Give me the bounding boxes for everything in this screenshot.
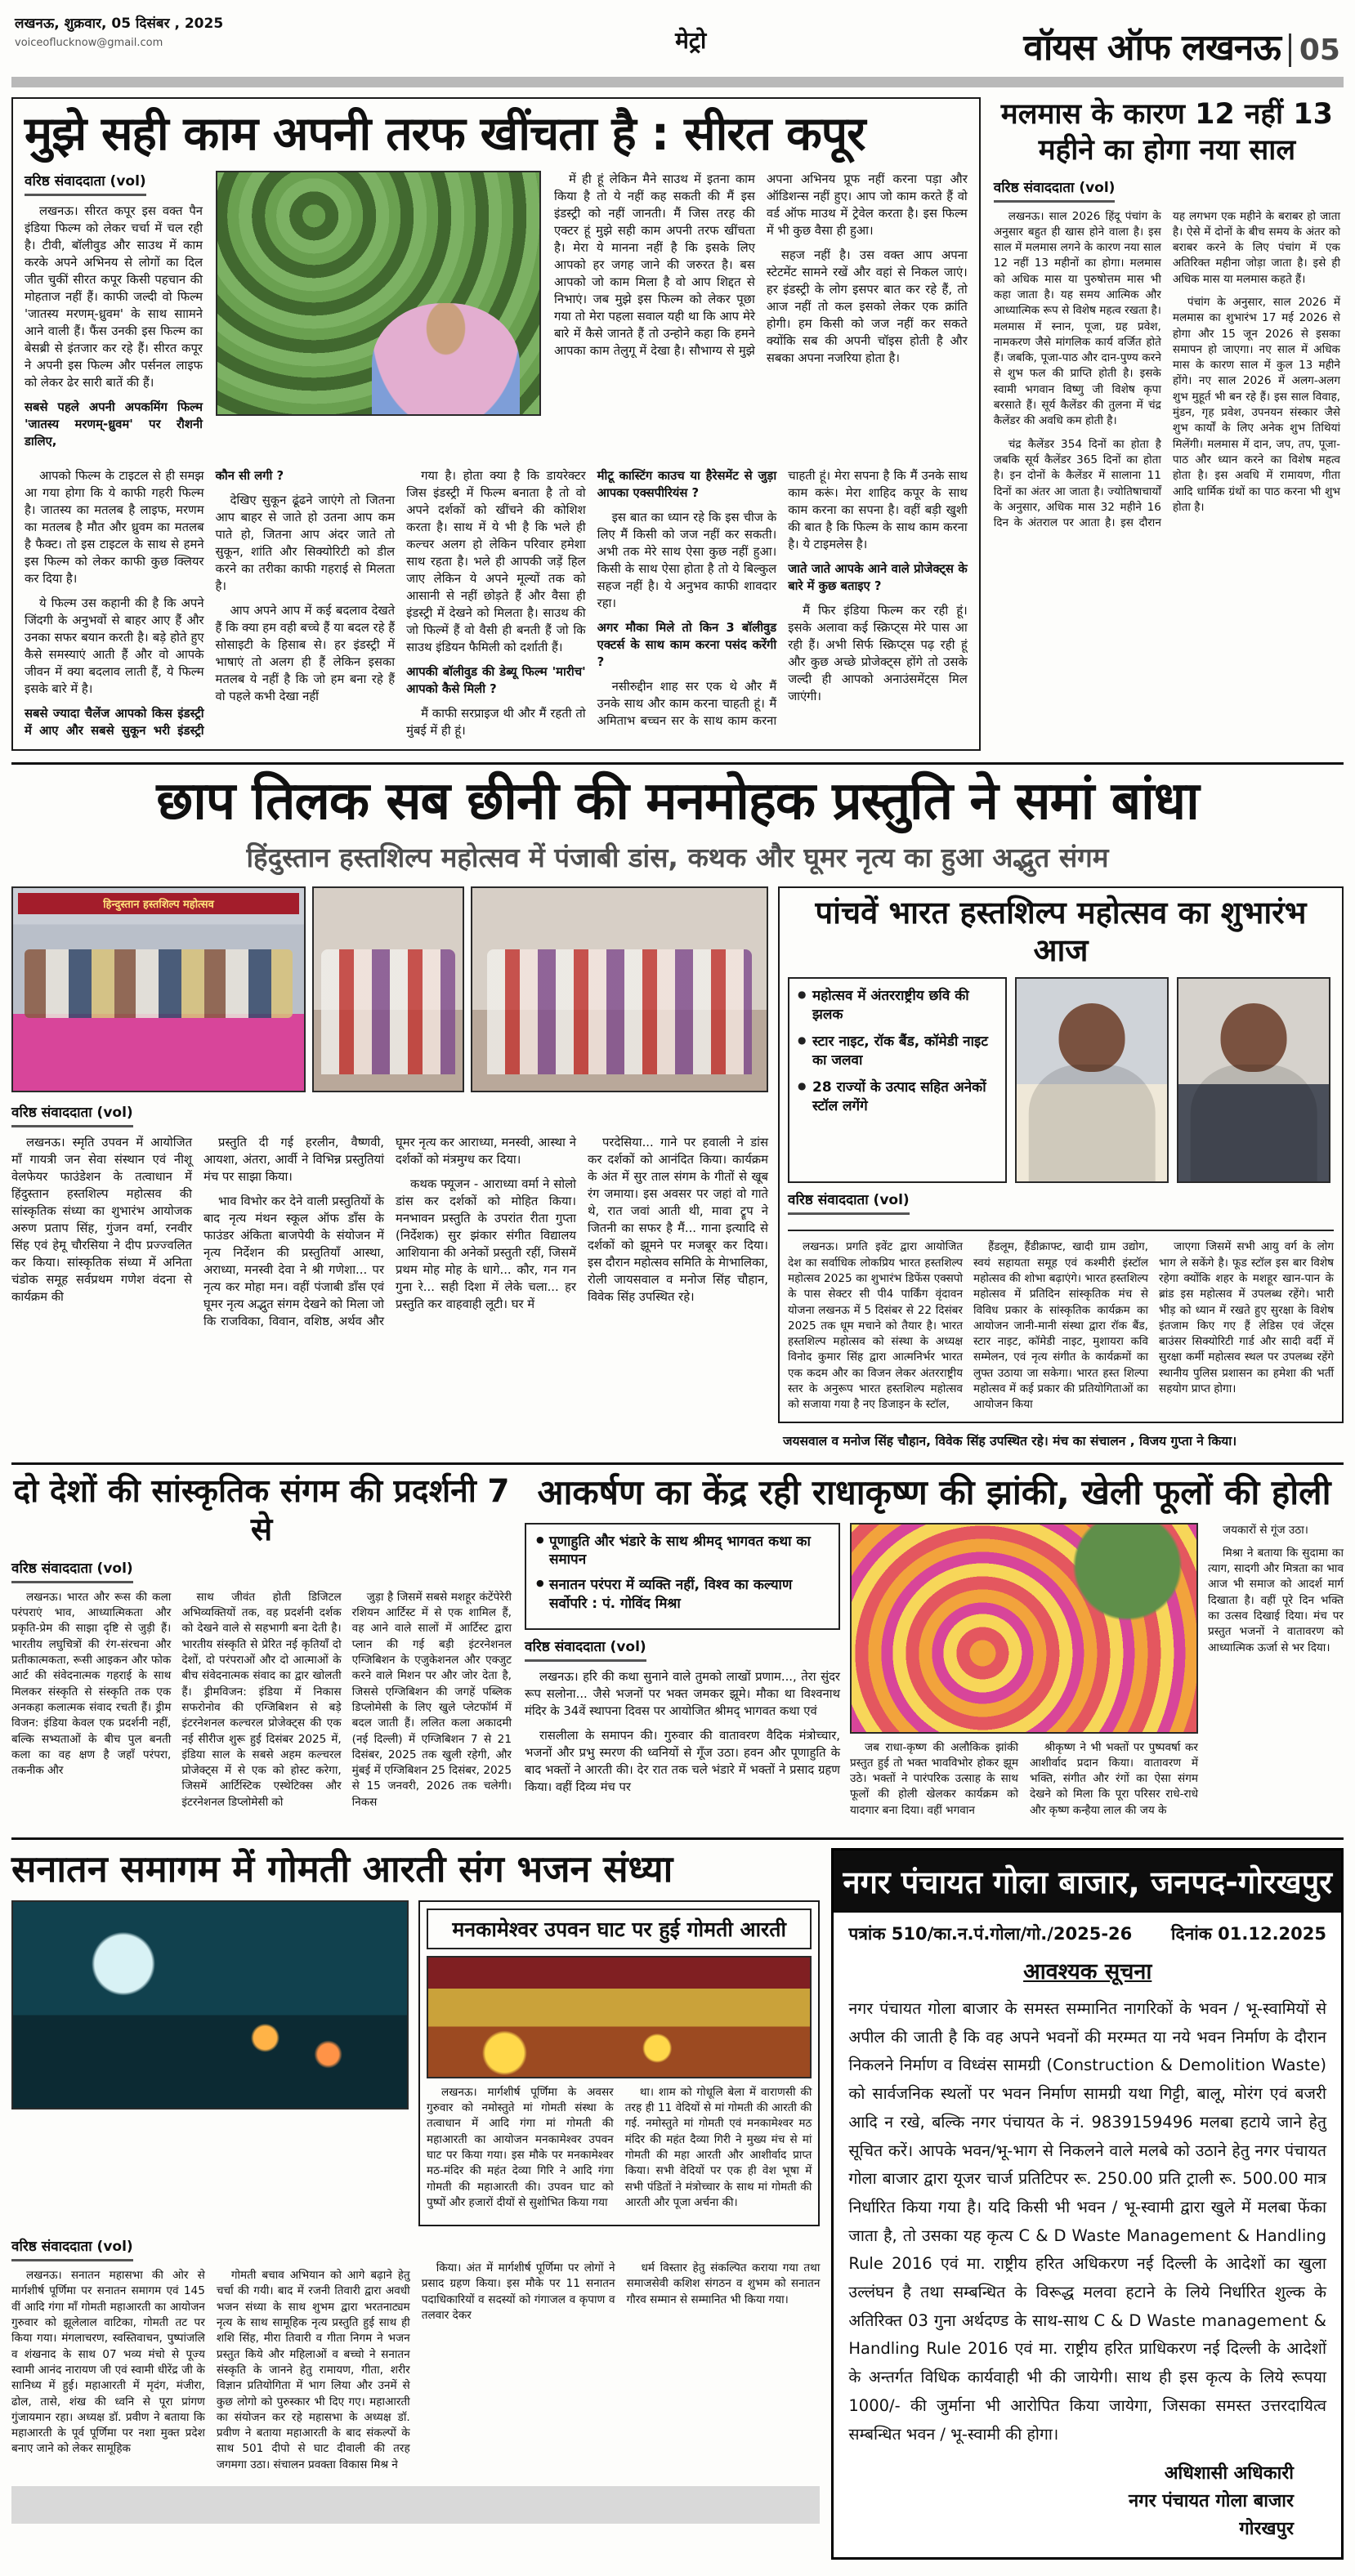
malmas-paragraph: पंचांग के अनुसार, साल 2026 में मलमास का शुभारंभ 17 मई 2026 से होगा और 15 जून 2026 से इसका समापन हो जाएगा। नए साल में अधिक मास के कारण साल में कुल 13 महीने होंगे। नए साल 2026 में अलग-अलग शुभ मुहूर्त भी बन रहे हैं। इस साल विवाह, मुंडन, गृह प्रवेश, उपनयन संस्कार जैसे शुभ कार्यों के लिए अनेक शुभ तिथियां मिलेंगी। मलमास में दान, जप, तप, पूजा-पाठ और ध्यान करने का विशेष महत्व होता है। इस अवधि में रामायण, गीता आदि धार्मिक ग्रंथों का पाठ करना भी शुभ होता है। — [1172, 295, 1340, 514]
organiser-portrait-photo — [1177, 977, 1330, 1183]
interview-question: सबसे ज्यादा चैलेंज आपको किस इंडस्ट्री में आए और सबसे सुकून भरी इंडस्ट्री कौन सी लगी ? — [25, 468, 284, 738]
advert-notice-title: आवश्यक सूचना — [1023, 1959, 1152, 1985]
interview-question: सबसे पहले अपनी अपकमिंग फिल्म 'जातस्य मरणम्-ध्रुवम' पर रौशनी डालिए, — [25, 400, 203, 449]
mankameshwar-continuation: धर्म विस्तार हेतु संकल्पित कराया गया तथा समाजसेवी कशिश संगठन व शुभम को सनातन गौरव सम्मान से सम्मानित भी किया गया। — [626, 2261, 821, 2306]
sanatan-paragraph: लखनऊ। सनातन महासभा की ओर से मार्गशीर्ष पूर्णिमा पर सनातन समागम एवं 145 वीं आदि गंगा माँ गोमती महाआरती का आयोजन गुरुवार को झूलेलाल वाटिका, गोमती तट पर किया गया। मंगलाचरण, स्वस्तिवाचन, पुष्पांजलि व शंखनाद के साथ 07 भव्य मंचो से पूज्य स्वामी आनंद नारायण जी एवं स्वामी धीरेंद्र जी के सानिध्य में हुई। महाआरती में मृदंग, मंजीरा, ढोल, तासे, शंख की ध्वनि से पूरा प्रांगण गुंजायमान रहा। अध्यक्ष डॉ. प्रवीण ने बताया कि महाआरती के पूर्व पूर्णिमा पर नशा मुक्त प्रदेश बनाए जाने को लेकर सामूहिक — [11, 2269, 205, 2456]
bullet-item: ● पूणाहुति और भंडारे के साथ श्रीमद् भागवत कथा का समापन — [536, 1533, 829, 1570]
festival-paragraph: भाव विभोर कर देने वाली प्रस्तुतियों के बाद नृत्य मंथन स्कूल ऑफ डाँस के फाउंडर अंकिता बाजपेयी के संयोजन में नृत्य निर्देशन की प्रस्तुतियाँ आस्था, अराध्या, मनस्वी देवा ने श्री गणेशा... पर नृत्य कर मोहा मन। वहीं पंजाबी डाँस एवं घूमर नृत्य अद्भुत संगम देखने को मिला जो कि राजविका, विवान, वशिष्ठ, अर्थव और घूमर नृत्य कर आराध्या, मनस्वी, आस्था ने दर्शकों को मंत्रमुग्ध कर दिया। — [203, 1136, 576, 1329]
mankameshwar-continuation: किया। अंत में मार्गशीर्ष पूर्णिमा पर लोगों ने प्रसाद ग्रहण किया। इस मौके पर 11 सनातन पदाधिकारियों व सदस्यों को गंगाजल व कृपाण व तलवार देकर — [421, 2261, 615, 2323]
radhakrishna-headline: आकर्षण का केंद्र रही राधाकृष्ण की झांकी, खेली फूलों की होली — [537, 1472, 1331, 1513]
malmas-headline: मलमास के कारण 12 नहीं 13 महीने का होगा नया साल — [1000, 98, 1333, 167]
advert-body: नगर पंचायत गोला बाजार के समस्त सम्मानित नागरिकों के भवन / भू-स्वामियों से अपील की जाती है कि वह अपने भवनों की मरम्मत या नये भवन निर्माण के दौरान निकलने निर्माण व विध्वंस सामग्री (Construction & Demolition Waste) को सार्वजनिक स्थलों पर भवन निर्माण सामग्री यथा गिट्टी, बालू, मोरंग एवं बजरी आदि न रखे, बल्कि नगर पंचायत के नं. 9839159496 मलबा हटाये जाने हेतु सूचित करें। आपके भवन/भू-भाग से निकलने वाले मलबे को उठाने हेतु नगर पंचायत गोला बाजार द्वारा यूजर चार्ज प्रतिटिपर रू. 250.00 प्रति ट्राली रू. 500.00 मात्र निर्धारित किया गया है। यदि किसी भी भवन / भू-स्वामी द्वारा खुले में मलबा फेंका जाता है, तो उसका यह कृत्य C & D Waste Management & Handling Rule 2016 एवं मा. राष्ट्रीय हरित अधिकरण नई दिल्ली के आदेशों का खुला उल्लंघन है तथा सम्बन्धित के विरूद्ध मलवा हटाने के लिये निर्धारित शुल्क के अतिरिक्त 03 गुना अर्थदण्ड के साथ-साथ C & D Waste management & Handling Rule 2016 एवं मा. राष्ट्रीय हरित प्राधिकरण नई दिल्ली के आदेशों के अन्तर्गत विधिक कार्यवाही भी की जायेगी। साथ ही इस कृत्य के लिये रूपया 1000/- की जुर्माना भी आरोपित किया जायेगा, जिसका समस्त उत्तरदायित्व सम्बन्धित भवन / भू-स्वामी की होगा। — [848, 1999, 1326, 2444]
interview-headline: मुझे सही काम अपनी तरफ खींचता है : सीरत कपूर — [25, 107, 865, 161]
byline: वरिष्ठ संवाददाता (vol) — [11, 2236, 133, 2261]
festival-paragraph: परदेसिया... गाने पर हवाली ने डांस कर दर्शकों को आनंदित किया। कार्यक्रम के अंत में सुर ताल संगम के गीतों से खूब रंग जमाया। इस अवसर पर जहां वो गाते थे, रात जवां आती थी, मावा ट्रूप ने जितनी का सफर है मैं... गाना इत्यादि से दर्शकों को झूमने पर मजबूर कर दिया। इस दौरान महोत्सव समिति के मेाभालिका, रोली जायसवाल व मनोज सिंह चौहान, विवेक सिंह उपस्थित रहे। — [588, 1136, 768, 1305]
radhakrishna-paragraph: जयकारों से गूंज उठा। — [1223, 1523, 1308, 1537]
radhakrishna-paragraph: मिश्रा ने बताया कि सुदामा का त्याग, सादगी और मित्रता का भाव आज भी समाज को आदर्श मार्ग दिखाता है। वहीं पूरे दिन भक्ति का उत्सव दिखाई दिया। मंच पर प्रस्तुत भजनों ने वातावरण को आध्यात्मिक ऊर्जा से भर दिया। — [1208, 1546, 1344, 1654]
municipal-notice-advert — [831, 1848, 1344, 2560]
dance-performance-photo — [312, 886, 464, 1092]
festival-paragraph: कथक फ्यूजन - आराध्या वर्मा ने सोलो डांस कर दर्शकों को मोहित किया। मनभावन प्रस्तुति के उपरांत रीता गुप्ता (निर्देशक) सुर झंकार संगीत विद्यालय आशियाना की अनेकों प्रस्तुती रहीं, जिसमें प्रथम मोह मोह के धागे... कौर, गन गन गुना रे... सही दिशा में लेके चला... हर प्रस्तुति कर वाहवाही लूटी। घर में — [396, 1177, 576, 1312]
gomti-aarti-night-photo — [11, 1900, 409, 2109]
byline: वरिष्ठ संवाददाता (vol) — [11, 1558, 133, 1583]
official-portrait-photo — [1015, 977, 1169, 1183]
radhakrishna-paragraph: रासलीला के समापन की। गुरुवार की वातावरण वैदिक मंत्रोच्चार, भजनों और प्रभु स्मरण की ध्वनियों से गूँज उठा। हवन और पूणाहुति के बाद भक्तों ने आरती की। देर रात तक चले भंडारे में भक्तों ने प्रसाद ग्रहण किया। वहीं दिव्य मंच पर — [525, 1729, 840, 1795]
seerat-kapoor-photo — [216, 171, 541, 416]
article-exhibition — [11, 1473, 512, 1826]
interview-question: आपकी बॉलीवुड की डेब्यू फिल्म 'मारीच' आपको कैसे मिली ? — [406, 664, 586, 696]
mankameshwar-box — [418, 1900, 820, 2226]
shubharambh-paragraph: हैंडलूम, हैंडीक्राफ्ट, खादी ग्राम उद्योग, स्वयं सहायता समूह एवं कश्मीरी इंस्टॉल महोत्सव की शोभा बढ़ाएंगे। भारत हस्तशिल्प महोत्सव में प्रतिदिन सांस्कृतिक मंच से विविध प्रकार के सांस्कृतिक कार्यक्रम का आयोजन जानी-मानी संस्था द्वारा रॉक बैंड, स्टार नाइट, कॉमेडी नाइट, मुशायरा कवि सम्मेलन, एवं नृत्य संगीत के कार्यक्रमों का लुफ्त उठाया जा सकेगा। भारत हस्त शिल्पा महोत्सव में कई प्रकार की प्रतियोगिताओं का आयोजन किया — [973, 1240, 1148, 1412]
bullet-item: ● सनातन परंपरा में व्यक्ति नहीं, विश्व का कल्याण सर्वोपरि : पं. गोविंद मिश्रा — [536, 1576, 829, 1614]
interview-answer: ये फिल्म उस कहानी की है कि अपने जिंदगी के अनुभवों से बाहर आए हैं और उनका सफर बयान करती है। बड़े होते हुए कैसे समस्याएं आती हैं और वो आपके जीवन में क्या बदलाव लाती हैं, ये फिल्म इसके बारे में है। — [25, 596, 204, 696]
malmas-paragraph: लखनऊ। साल 2026 हिंदू पंचांग के अनुसार बहुत ही खास होने वाला है। इस साल में मलमास लगने के कारण नया साल 12 नहीं 13 महीनों का होगा। मलमास को अधिक मास या पुरुषोत्तम मास भी कहा जाता है। यह समय आत्मिक और आध्यात्मिक रूप से विशेष महत्व रखता है। मलमास में स्नान, पूजा, ग्रह प्रवेश, नामकरण जैसे मांगलिक कार्य वर्जित होते हैं। जबकि, पूजा-पाठ और दान-पुण्य करने से शुभ फल की प्राप्ति होती है। इसके स्वामी भगवान विष्णु जी विशेष कृपा बरसाते हैं। सूर्य कैलेंडर की तुलना में चंद्र कैलेंडर की अवधि कम होती है। — [993, 209, 1161, 428]
interview-answer: आप अपने आप में कई बदलाव देखते हैं कि क्या हम वही बच्चे हैं या बदल रहे हैं सोसाइटी के हिसाब से। हर इंडस्ट्री में भाषाएं तो अलग ही हैं लेकिन इसका मतलब ये नहीं है कि जो हम बना रहे हैं वो पहले कभी देखा नहीं — [215, 603, 396, 703]
highlight-bullets — [525, 1523, 840, 1631]
byline: वरिष्ठ संवाददाता (vol) — [788, 1190, 910, 1215]
bullet-item: ● 28 राज्यों के उत्पाद सहित अनेकों स्टॉल लगेंगे — [798, 1078, 997, 1116]
contact-email: voiceoflucknow@gmail.com — [15, 37, 163, 49]
event-banner-text: हिन्दुस्तान हस्तशिल्प महोत्सव — [18, 893, 299, 914]
page-number: 05 — [1289, 33, 1340, 67]
interview-answer: आपको फिल्म के टाइटल से ही समझ आ गया होगा कि ये काफी गहरी फिल्म है। जातस्य का मतलब है लाइफ, मरणम का मतलब है मौत और ध्रुवम का मतलब है फैक्ट। तो इस टाइटल के साथ से हमने इस फिल्म को लेकर काफी कुछ क्लियर कर दिया है। — [25, 468, 204, 586]
exhibition-paragraph: लखनऊ। भारत और रूस की कला परंपराएं भाव, आध्यात्मिकता और प्रकृति-प्रेम की साझा दृष्टि से जुड़ी हैं। भारतीय लघुचित्रों की रंग-संरचना और प्रतीकात्मकता, रूसी आइकन और फोक आर्ट की संवेदनात्मक गहराई के साथ मिलकर संस्कृति से संस्कृति तक एक अनकहा कलात्मक संवाद रचती हैं। ड्रीम विजन: इंडिया केवल एक प्रदर्शनी नहीं, बल्कि सभ्यताओं के बीच पुल बनती कला का वह क्षण है जहाँ परंपरा, तकनीक और — [11, 1590, 172, 1778]
holi-jhanki-photo — [850, 1523, 1198, 1734]
mankameshwar-paragraph: लखनऊ। मार्गशीर्ष पूर्णिमा के अवसर गुरुवार को नमोस्तुते मां गोमती संस्था के तत्वाधान में आदि गंगा मां गोमती की महाआरती का आयोजन मनकामेश्वर उपवन घाट पर किया गया। इस मौके पर मनकामेश्वर मठ-मंदिर की महंत देव्या गिरि ने आदि गंगा गोमती की महाआरती की। उपवन घाट को पुष्पों और हजारों दीयों से सुशोभित किया गया — [427, 2085, 614, 2209]
advert-date: दिनांक 01.12.2025 — [1171, 1924, 1326, 1944]
shubharambh-paragraph: जाएगा जिसमें सभी आयु वर्ग के लोग भाग ले सकेंगे है। फूड स्टॉल इस बार विशेष रहेगा क्योंकि शहर के मशहूर खान-पान के ब्रांड इस महोत्सव में उपलब्ध रहेंगे। भारी भीड़ को ध्यान में रखते हुए सुरक्षा के विशेष इंतजाम किए गए हैं लेडिस एवं जेंट्स बाउंसर सिक्योरिटी गार्ड और सादी वर्दी में सुरक्षा कर्मी महोत्सव स्थल पर उपलब्ध रहेंगे स्थानीय पुलिस प्रशासन का हमेशा की भर्ती सहयोग प्राप्त होगा। — [1159, 1240, 1334, 1396]
advert-signature — [848, 2460, 1326, 2543]
lamp-lighting-photo — [11, 886, 306, 1092]
interview-answer: इस बात का ध्यान रहे कि इस चीज के लिए मैं किसी को जज नहीं कर सकती। अभी तक मेरे साथ ऐसा कुछ नहीं हुआ। किसी के साथ ऐसा होता है तो ये बिल्कुल सहज नहीं है। ये अनुभव काफी शावदार रहा। — [597, 510, 777, 610]
interview-answer: मैं काफी सरप्राइज थी और मैं रहती तो मुंबई में ही हूं। — [406, 706, 586, 738]
advert-title: नगर पंचायत गोला बाजार, जनपद-गोरखपुर — [834, 1851, 1341, 1913]
interview-question: मीटू कास्टिंग काउच या हैरेसमेंट से जुड़ा आपका एक्सपीरियंस ? — [597, 468, 777, 500]
shubharambh-headline: पांचवें भारत हस्तशिल्प महोत्सव का शुभारंभ आज — [815, 895, 1307, 968]
byline: वरिष्ठ संवाददाता (vol) — [525, 1636, 646, 1662]
highlight-bullets — [788, 977, 1007, 1183]
bullet-item: ● महोत्सव में अंतरराष्ट्रीय छवि की झलक — [798, 987, 997, 1025]
section-name: मेट्रो — [675, 27, 707, 54]
byline: वरिष्ठ संवाददाता (vol) — [994, 177, 1116, 203]
article-radhakrishna — [525, 1473, 1344, 1826]
mankameshwar-title: मनकामेश्वर उपवन घाट पर हुई गोमती आरती — [427, 1909, 812, 1949]
radhakrishna-paragraph: लखनऊ। हरि की कथा सुनाने वाले तुमको लाखों प्रणाम..., तेरा सुंदर रूप सलोना... जैसे भजनों पर भक्त जमकर झूमे। मौका था विश्वनाथ मंदिर के 34वें स्थापना दिवस पर आयोजित श्रीमद् भागवत कथा एवं — [525, 1670, 840, 1719]
article-festival — [11, 886, 768, 1451]
sanatan-paragraph: गोमती बचाव अभियान को आगे बढ़ाने हेतु चर्चा की गयी। बाद में रजनी तिवारी द्वारा अवधी भजन संध्या के साथ शुभम द्वारा भरतनाट्यम नृत्य के साथ सामूहिक नृत्य प्रस्तुति हुई साथ ही शशि सिंह, मीरा तिवारी व गीता निगम ने भजन प्रस्तुत किये और महिलाओं व बच्चो ने सनातन संस्कृति के जानने हेतु रामायण, गीता, शरीर विज्ञान प्रतियोगिता में भाग लिया और उनमें से कुछ लोगो को पुरुस्कार भी दिए गए। महाआरती का संयोजन कर रहे महासभा के अध्यक्ष डॉ. प्रवीण ने बताया महाआरती के बाद संकल्पों के साथ 501 दीपो से घाट दीवाली की तरह जगमगा उठा। संचालन प्रवक्ता विकास मिश्र ने — [216, 2269, 410, 2471]
exhibition-paragraph: जुड़ा है जिसमें सबसे मशहूर कंटेंपेरेरी रशियन आर्टिस्ट में से एक शामिल हैं, वह आने वाले सालों में आर्टिस्ट द्वारा प्लान की गई बड़ी इंटरनेशनल एग्जिबिशन के एजुकेशनल और एक्जुट करने वाले मिशन पर और जोर देता है, जिससे एग्जिबिशन की जगहें पब्लिक डिप्लोमेसी के लिए खुले प्लेटफॉर्म में बदल जाती हैं। ललित कला अकादमी (नई दिल्ली) में एग्जिबिशन 7 से 21 दिसंबर, 2025 तक खुली रहेगी, और मुंबई में एग्जिबिशन 25 दिसंबर, 2025 से 15 जनवरी, 2026 तक चलेगी। निकस — [351, 1590, 512, 1809]
interview-answer: नसीरुद्दीन शाह सर एक थे और मैं उनके साथ और काम करना चाहती हूं। मैं अमिताभ बच्चन सर के साथ काम करना चाहती हूं। मेरा सपना है कि मैं उनके साथ काम करूं। मेरा शाहिद कपूर के साथ काम करना का सपना है। वहीं बड़ी खुशी की बात है कि फिल्म के साथ काम करना है। ये टाइमलेस है। — [597, 468, 968, 728]
signature-city: गोरखपुर — [1239, 2519, 1294, 2540]
malmas-paragraph: चंद्र कैलेंडर 354 दिनों का होता है जबकि सूर्य कैलेंडर 365 दिनों का होता है। इन दोनों के कैलेंडर में सालाना 11 दिनों का अंतर आ जाता है। ज्योतिषाचार्यों के अनुसार, अधिक मास 32 महीने 16 दिन के अंतराल पर आता है। इस दौरान यह लगभग एक महीने के बराबर हो जाता है। ऐसे में दोनों के बीच समय के अंतर को बराबर करने के लिए पंचांग में एक अतिरिक्त महीना जोड़ा जाता है। इसे ही अधिक मास या मलमास कहते हैं। — [993, 209, 1340, 530]
photo-caption: श्रीकृष्ण ने भी भक्तों पर पुष्पवर्षा कर आशीर्वाद प्रदान किया। वातावरण में भक्ति, संगीत और रंगों का ऐसा संगम देखने को मिला कि पूरा परिसर राधे-राधे और कृष्ण कन्हैया लाल की जय के — [1030, 1740, 1198, 1817]
interview-qa-block — [25, 467, 968, 739]
article-malmas — [991, 97, 1344, 751]
advert-ref-no: पत्रांक 510/का.न.पं.गोला/गो./2025-26 — [848, 1924, 1133, 1944]
festival-banner — [11, 762, 1344, 875]
dateline: लखनऊ, शुक्रवार, 05 दिसंबर , 2025 — [15, 16, 224, 32]
festival-headline: छाप तिलक सब छीनी की मनमोहक प्रस्तुति ने समां बांधा — [156, 770, 1199, 832]
interview-answer: देखिए सुकून ढूंढने जाएंगे तो जितना आप बाहर से जाते हो उतना आप कम पाते हो, जितना आप अंदर जाते तो सुकून, शांति और सिक्योरिटी को डील करने का तरीका काफी गहराई से मिलता है। — [215, 493, 396, 593]
shubharambh-paragraph: लखनऊ। प्रगति इवेंट द्वारा आयोजित देश का सर्वाधिक लोकप्रिय भारत हस्तशिल्प महोत्सव 2025 का शुभारंभ डिफेंस एक्सपो के पास सेक्टर सी पी4 पार्किंग वृंदावन योजना लखनऊ में 5 दिसंबर से 22 दिसंबर 2025 तक धूम मचाने को तैयार है। भारत हस्तशिल्प महोत्सव को संस्था के अध्यक्ष विनोद कुमार सिंह द्वारा आत्मनिर्भर भारत एक कदम और का विजन लेकर अंतरराष्ट्रीय स्तर के अनुरूप भारत हस्तशिल्प महोत्सव को सजाया गया है नए डिजाइन के स्टॉल, — [788, 1240, 963, 1412]
interview-intro: लखनऊ। सीरत कपूर इस वक्त पैन इंडिया फिल्म को लेकर चर्चा में चल रही है। टीवी, बॉलीवुड और साउथ में काम करके अपने अभिनय से लोगों का दिल जीत चुकीं सीरत कपूर किसी पहचान की मोहताज नहीं हैं। काफी जल्दी वो फिल्म 'जातस्य मरणम्-ध्रुवम' के साथ साामने आने वाली हैं। फैंस उनकी इस फिल्म का बेसब्री से इंतजार कर रहे हैं। सीरत कपूर ने अपनी इस फिल्म और पर्सनल लाइफ को लेकर ढेर सारी बातें की हैं। — [25, 203, 203, 390]
article-sanatan — [11, 1848, 820, 2560]
footer-divider — [11, 2486, 820, 2524]
group-dance-photo — [471, 886, 768, 1092]
festival-subheadline: हिंदुस्तान हस्तशिल्प महोत्सव में पंजाबी डांस, कथक और घूमर नृत्य का हुआ अद्भुत संगम — [246, 842, 1109, 874]
festival-closing-line: जयसवाल व मनोज सिंह चौहान, विवेक सिंह उपस्थित रहे। मंच का संचालन , विजय गुप्ता ने किया। — [783, 1434, 1237, 1449]
exhibition-headline: दो देशों की सांस्कृतिक संगम की प्रदर्शनी 7 से — [13, 1473, 510, 1549]
sanatan-headline: सनातन समागम में गोमती आरती संग भजन संध्या — [11, 1847, 673, 1891]
interview-answer: गया है। होता क्या है कि डायरेक्टर जिस इंडस्ट्री में फिल्म बनाता है तो वो अपने दर्शकों को खींचने की कोशिश करता है। साथ में ये भी है कि भले ही कल्चर अलग हो लेकिन परिवार हमेशा साथ रहता है। भले ही आपकी जड़ें हिल जाए लेकिन ये अपने मूल्यों तक को आसानी से नहीं छोड़ते हैं और वैसा ही इंडस्ट्री में देखने को मिलता है। साउथ की जो फिल्में हैं वो वैसी ही बनती हैं जो कि साउथ इंडियन फैमिली को दर्शाती हैं। — [406, 468, 586, 654]
interview-answer: मैं फिर इंडिया फिल्म कर रही हूं। इसके अलावा कई स्क्रिप्ट्स मेरे पास आ रही हैं। अभी सिर्फ स्क्रिप्ट्स पढ़ रही हूं और कुछ अच्छे प्रोजेक्ट्स होंगे तो उसके जल्दी ही आपको अनाउंसमेंट्स मिल जाएंगी। — [788, 603, 968, 703]
bullet-item: ● स्टार नाइट, रॉक बैंड, कॉमेडी नाइट का जलवा — [798, 1033, 997, 1070]
header-divider — [11, 77, 1344, 87]
signature-designation: अधिशासी अधिकारी — [1164, 2463, 1294, 2484]
festival-paragraph: लखनऊ। स्मृति उपवन में आयोजित माँ गायत्री जन सेवा संस्थान एवं नीशू वेलफेयर फाउंडेशन के तत्वाधान में हिंदुस्तान हस्तशिल्प महोत्सव की सांस्कृतिक संध्या का शुभारंभ आयोजक अरुण प्रताप सिंह, गुंजन वर्मा, रनवीर सिंह एवं हेमू चौरसिया ने दीप प्रज्ज्वलित कर किया। सांस्कृतिक संध्या में अनिता चंडोक समूह सर्वप्रथम गणेश वंदना से कार्यक्रम की — [11, 1136, 192, 1305]
article-interview — [11, 97, 981, 751]
interview-paragraph: सहज नहीं है। उस वक्त आप अपना स्टेटमेंट सामने रखें और वहां से निकल जाएं। हर इंडस्ट्री के लोग इसपर बात कर रहे हैं, तो आज नहीं तो कल इसको लेकर एक क्रांति होगी। हम किसी को जज नहीं कर सकते क्योंकि सब की अपनी चॉइस होती है और सबका अपना नजरिया होता है। — [766, 248, 968, 365]
festival-paragraph: प्रस्तुति दी गई हरलीन, वैष्णवी, आयशा, अंतरा, आर्वी ने विभिन्न प्रस्तुतियां मंच पर साझा किया। — [203, 1136, 384, 1185]
exhibition-paragraph: साथ जीवंत होती डिजिटल अभिव्यक्तियों तक, वह प्रदर्शनी दर्शक को देखने वाले से सहभागी बना देती है। भारतीय संस्कृति से प्रेरित नई कृतियाँ दो देशों, दो परंपराओं और दो आत्माओं के बीच संवेदनात्मक संवाद का द्वार खोलती हैं। ड्रीमविजन: इंडिया में निकास सफरोनोव की एग्जिबिशन से बड़े इंटरनेशनल कल्चरल प्रोजेक्ट्स की एक नई सीरीज शुरू हुई दिसंबर 2025 में, इंडिया साल के सबसे अहम कल्चरल प्रोजेक्ट्स में से एक को होस्ट करेगा, जिसमें आर्टिस्टिक एस्थेटिक्स और इंटरनेशनल डिप्लोमेसी को — [181, 1590, 342, 1809]
article-shubharambh — [778, 886, 1344, 1451]
mankameshwar-paragraph: था। शाम को गोधूलि बेला में वाराणसी की तरह ही 11 वेदियों से मां गोमती की आरती की गई. नमोस्तुते मां गोमती एवं मनकामेश्वर मठ मंदिर की महंत दैव्या गिरी ने मुख्य मंच से मां गोमती की महा आरती और आशीर्वाद प्राप्त किया। सभी वेदियों पर एक ही वेश भूषा में सभी पंडितों ने मंत्रोच्चार के साथ मां गोमती की आरती और पूजा अर्चना की। — [624, 2085, 812, 2209]
interview-question: अगर मौका मिले तो किन 3 बॉलीवुड एक्टर्स के साथ काम करना पसंद करेंगी ? — [597, 620, 777, 669]
interview-question: जाते जाते आपके आने वाले प्रोजेक्ट्स के बारे में कुछ बताइए ? — [788, 561, 968, 593]
photo-caption: जब राधा-कृष्ण की अलौकिक झांकी प्रस्तुत हुई तो भक्त भावविभोर होकर झूम उठे। भक्तों ने पारंपरिक उत्साह के साथ फूलों की होली खेलकर कार्यक्रम को यादगार बना दिया। वहीं भगवान — [850, 1740, 1018, 1817]
byline: वरिष्ठ संवाददाता (vol) — [25, 171, 146, 196]
masthead: वॉयस ऑफ लखनऊ — [1023, 27, 1281, 69]
signature-office: नगर पंचायत गोला बाजार — [1128, 2491, 1294, 2512]
byline: वरिष्ठ संवाददाता (vol) — [11, 1102, 133, 1127]
page-header — [11, 8, 1344, 70]
decorated-ghat-photo — [427, 1956, 812, 2078]
interview-paragraph: में ही हूं लेकिन मैने साउथ में इतना काम किया है तो ये नहीं कह सकती की मैं इस इंडस्ट्री को नहीं जानती। मैं जिस तरह की एक्टर हूं मुझे सही काम अपनी तरफ खींचता है। मेरा ये मानना नहीं है कि इसके लिए आपको हर जगह जाने की जरुरत है। बस आपको जो काम मिला है वो आप शिद्दत से निभाएं। जब मुझे इस फिल्म को लेकर पूछा गया तो मेरा पहला सवाल यही था कि आप मेरे बारे में कैसे जानते हैं तो उन्होने कहा कि हमने आपका काम तेलुगू में देखा है। सौभाग्य से मुझे अपना अभिनय प्रूफ नहीं करना पड़ा और ऑडिशन्स नहीं हुए। आप जो काम करते हैं वो वर्ड ऑफ माउथ में ट्रेवेल करता है। इस फिल्म में भी कुछ वैसा ही हुआ। — [554, 172, 968, 358]
